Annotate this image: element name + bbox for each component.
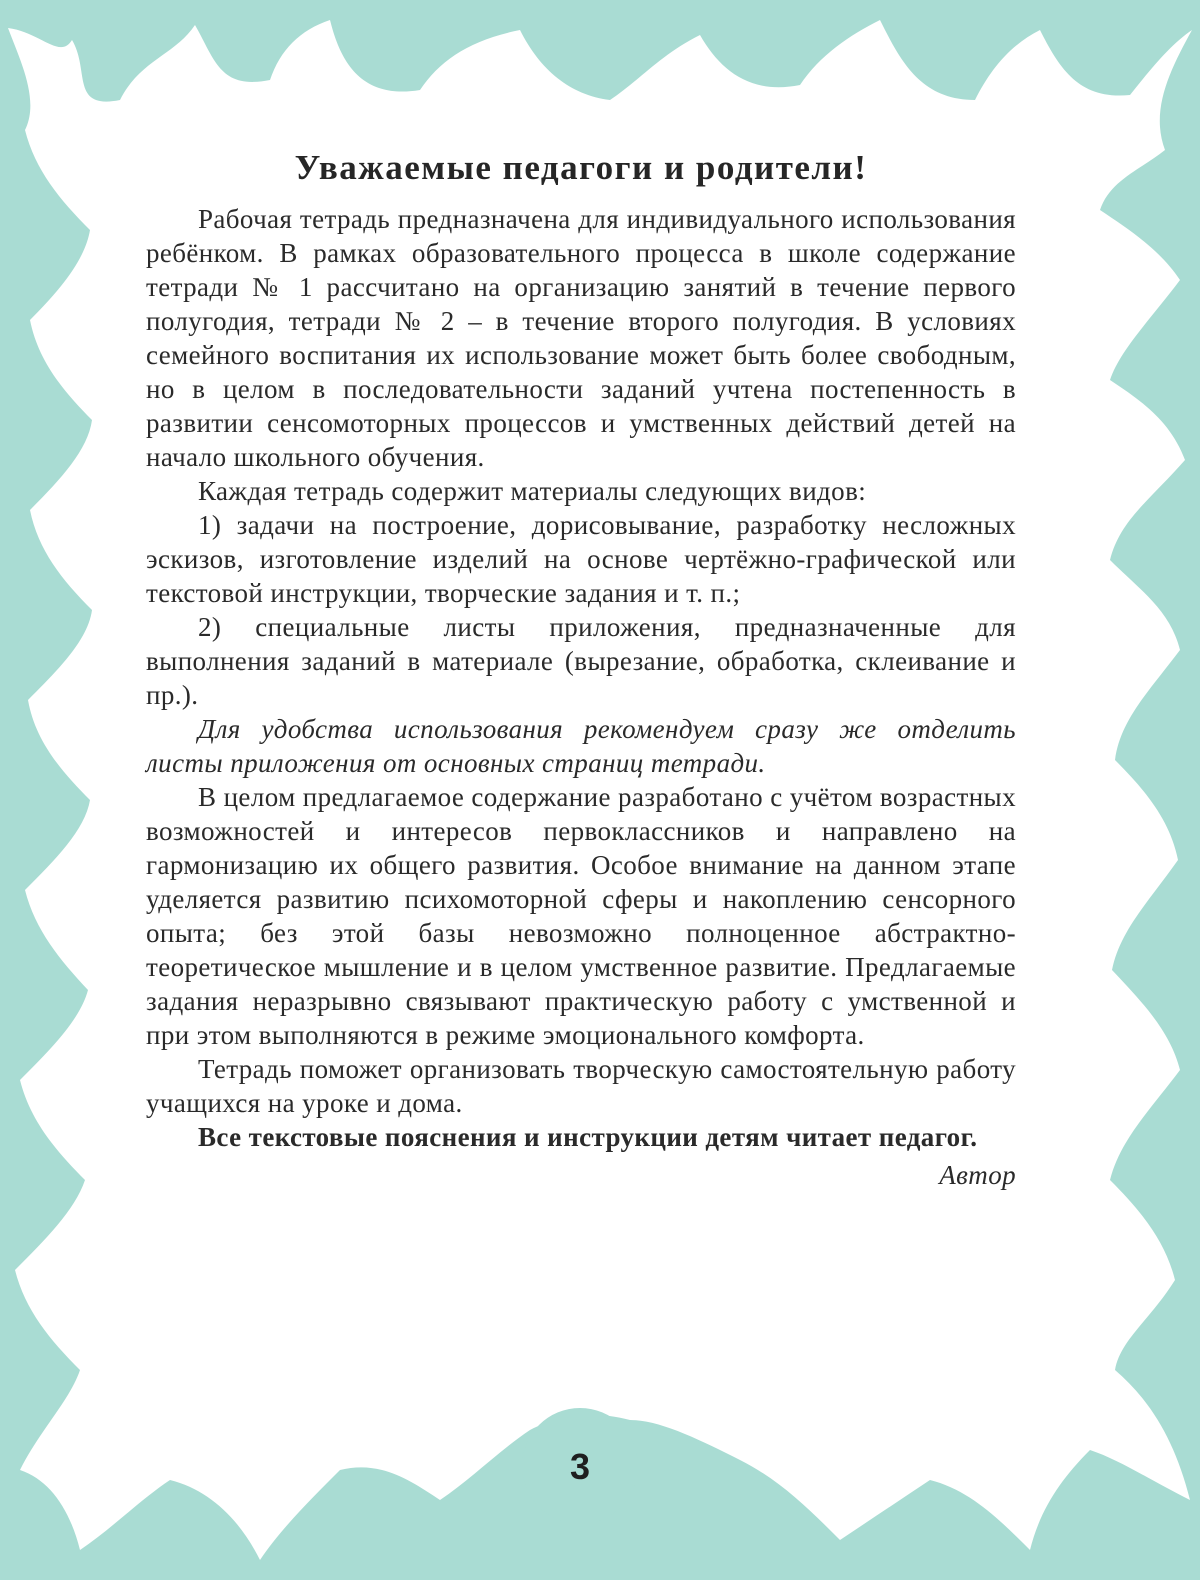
page-number: 3 (569, 1446, 591, 1487)
paragraph-recommendation: Для удобства использования рекомендуем сразу же отделить листы приложения от основных страниц тетради. (146, 714, 1016, 778)
paragraph-materials-intro: Каждая тетрадь содержит материалы следующих видов: (198, 476, 867, 506)
paragraph-purpose: Рабочая тетрадь предназначена для индивидуального использования ребёнком. В рамках образовательного процесса в школе содержание тетради № 1 рассчитано на организацию занятий в течение первого полугодия, тетради № 2 – в течение второго полугодия. В условиях семейного воспитания их использование может быть более свободным, но в целом в последовательности заданий учтена постепенность в развитии сенсомоторных процессов и умственных действий детей на начало школьного обучения. (146, 204, 1016, 472)
letter-body (146, 140, 1016, 1192)
paragraph-independent-work: Тетрадь поможет организовать творческую самостоятельную работу учащихся на уроке и дома. (146, 1054, 1016, 1118)
author-signature: Автор (939, 1160, 1016, 1190)
page-title: Уважаемые педагоги и родители! (294, 148, 868, 187)
paragraph-materials-item-1: 1) задачи на построение, дорисовывание, разработку несложных эскизов, изготовление изделий на основе чертёжно-графической или текстовой инструкции, творческие задания и т. п.; (146, 510, 1016, 608)
paragraph-development: В целом предлагаемое содержание разработано с учётом возрастных возможностей и интересов первоклассников и направлено на гармонизацию их общего развития. Особое внимание на данном этапе уделяется развитию психомоторной сферы и накоплению сенсорного опыта; без этой базы невозможно полноценное абстрактно-теоретическое мышление и в целом умственное развитие. Предлагаемые задания неразрывно связывают практическую работу с умственной и при этом выполняются в режиме эмоционального комфорта. (146, 782, 1016, 1050)
paragraph-reading-note: Все текстовые пояснения и инструкции детям читает педагог. (198, 1122, 978, 1152)
paragraph-materials-item-2: 2) специальные листы приложения, предназначенные для выполнения заданий в материале (вырезание, обработка, склеивание и пр.). (146, 612, 1016, 710)
